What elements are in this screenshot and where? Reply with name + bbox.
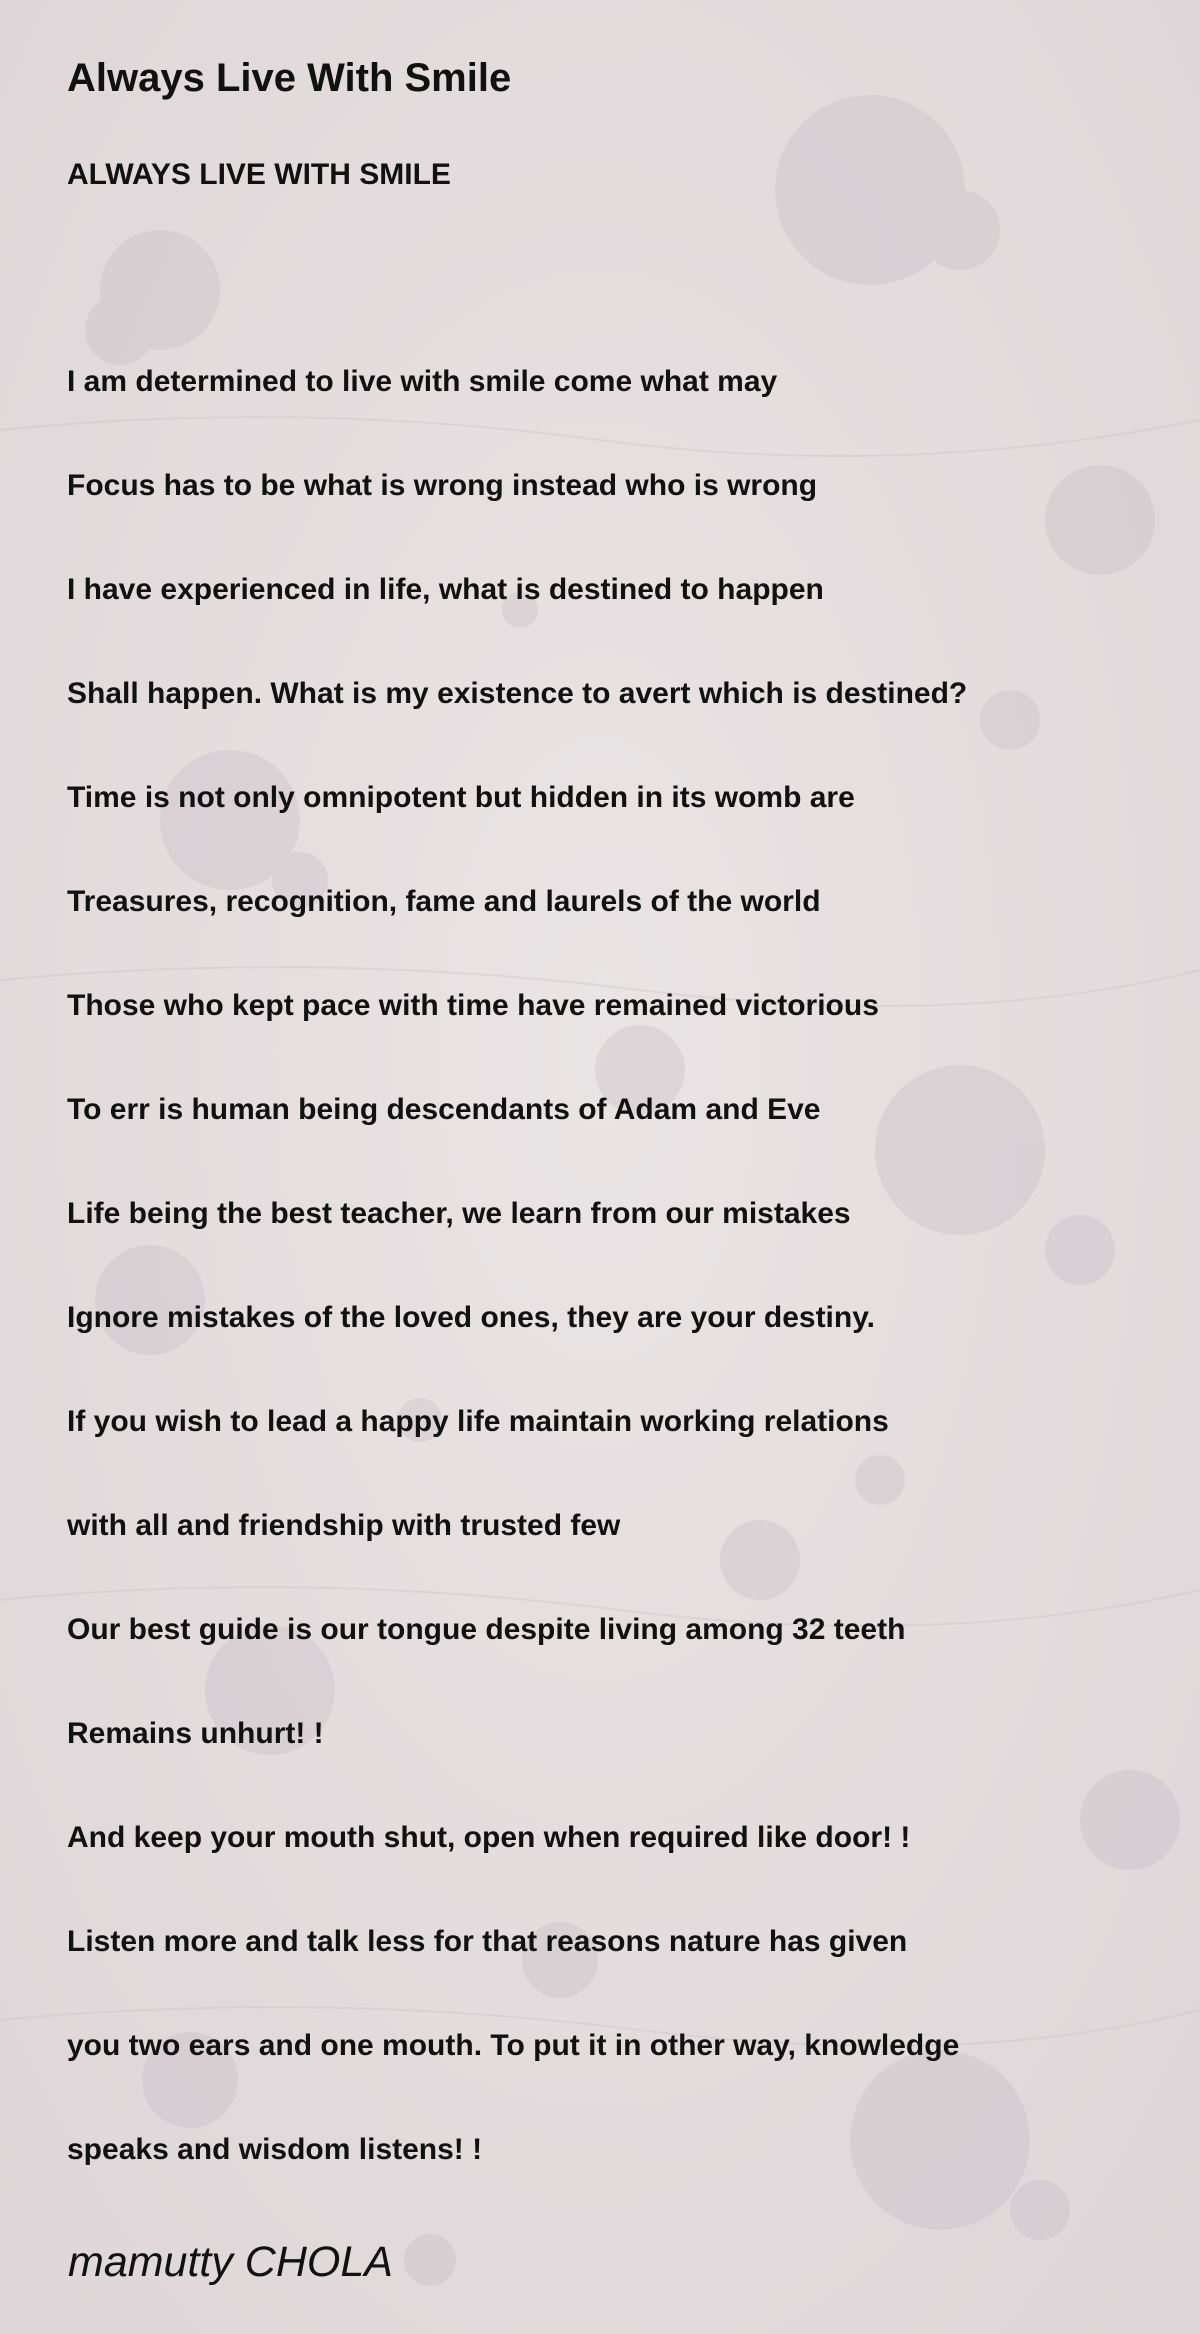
poem-line: Time is not only omnipotent but hidden in its womb are [67,781,855,814]
poem-line: If you wish to lead a happy life maintain working relations [67,1405,889,1438]
poem-line: Life being the best teacher, we learn from our mistakes [67,1197,851,1230]
poem-line: Remains unhurt! ! [67,1717,324,1750]
poem-subtitle: ALWAYS LIVE WITH SMILE [67,158,451,191]
poem-line: Those who kept pace with time have remained victorious [67,989,879,1022]
poem-author: mamutty CHOLA [68,2238,393,2286]
poem-line: speaks and wisdom listens! ! [67,2133,483,2166]
poem-line: Our best guide is our tongue despite living among 32 teeth [67,1613,906,1646]
poem-line: Ignore mistakes of the loved ones, they are your destiny. [67,1301,876,1334]
poem-line: I have experienced in life, what is destined to happen [67,573,824,606]
poem-line: I am determined to live with smile come what may [67,365,778,398]
poem-line: Shall happen. What is my existence to avert which is destined? [67,677,968,710]
poem-line: And keep your mouth shut, open when required like door! ! [67,1821,911,1854]
poem-line: Treasures, recognition, fame and laurels of the world [67,885,821,918]
poem-title: Always Live With Smile [67,56,512,100]
poem-body [67,362,967,2234]
poem-line: To err is human being descendants of Adam and Eve [67,1093,821,1126]
poem-line: Listen more and talk less for that reasons nature has given [67,1925,908,1958]
poem-line: with all and friendship with trusted few [67,1509,621,1542]
poem-line: Focus has to be what is wrong instead who is wrong [67,469,818,502]
poem-line: you two ears and one mouth. To put it in other way, knowledge [67,2029,960,2062]
